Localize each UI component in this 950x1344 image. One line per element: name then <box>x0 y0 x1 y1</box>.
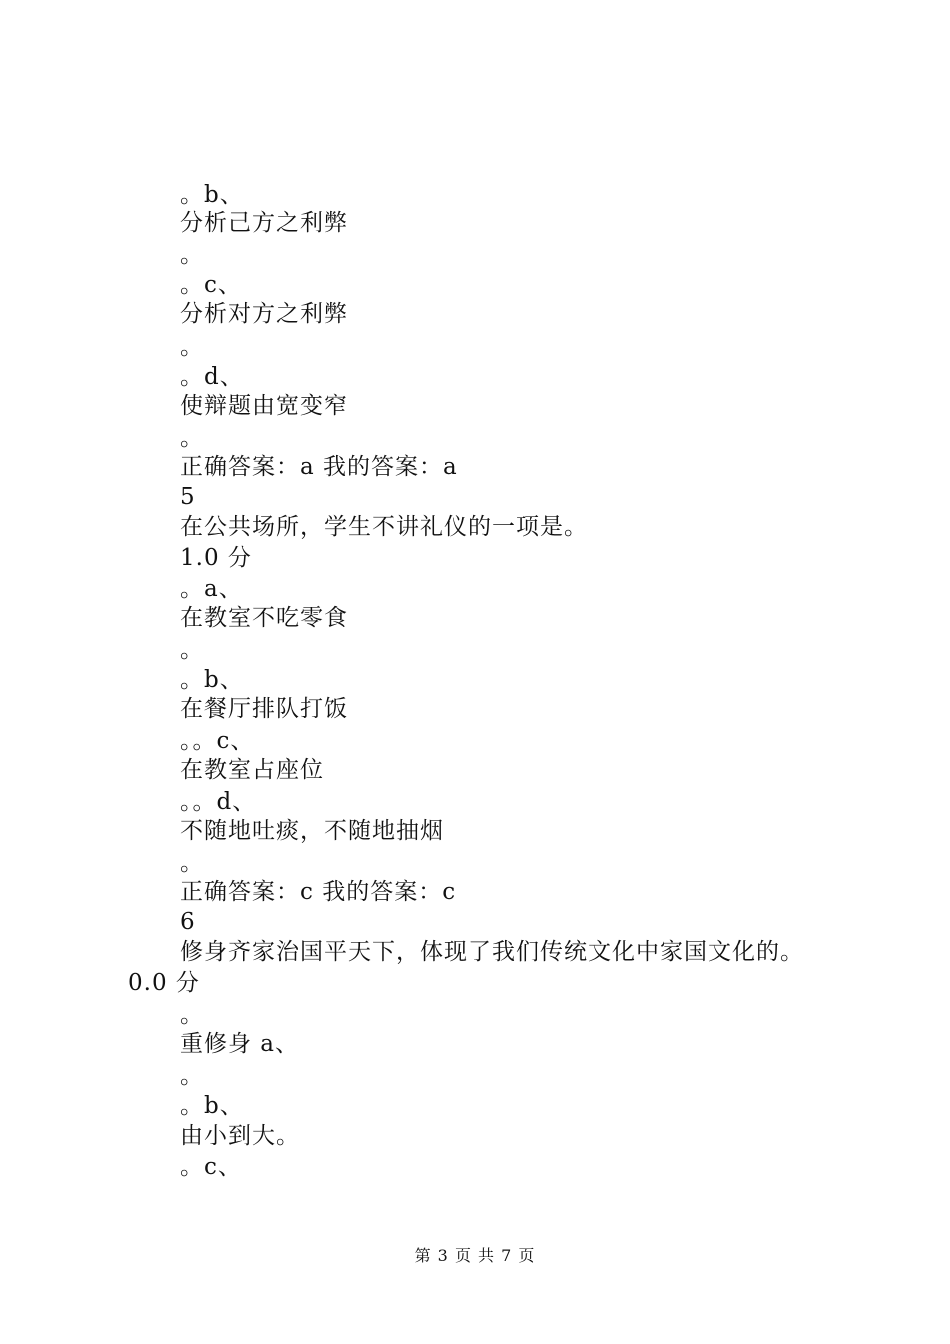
option-end-mark: 。 <box>180 425 204 451</box>
question-text: 修身齐家治国平天下，体现了我们传统文化中家国文化的。 <box>180 939 804 965</box>
question-number: 5 <box>180 484 196 510</box>
option-text: 在教室占座位 <box>180 757 324 783</box>
option-end-mark: 。 <box>180 637 204 663</box>
option-label-c: 。c、 <box>180 1154 242 1180</box>
option-text: 在餐厅排队打饭 <box>180 696 348 722</box>
option-label-c: 。。c、 <box>180 728 255 754</box>
option-text: 由小到大。 <box>180 1123 300 1149</box>
question-score: 1.0 分 <box>180 545 252 571</box>
question-number: 6 <box>180 909 196 935</box>
option-label-d: 。。d、 <box>180 789 257 815</box>
option-label-b: 。b、 <box>180 1093 244 1119</box>
question-score: 0.0 分 <box>128 970 200 996</box>
option-label-b: 。b、 <box>180 667 244 693</box>
option-text: 使辩题由宽变窄 <box>180 393 348 419</box>
option-end-mark: 。 <box>180 1002 204 1028</box>
option-text: 在教室不吃零食 <box>180 605 348 631</box>
option-label-c: 。c、 <box>180 272 242 298</box>
question-text: 在公共场所，学生不讲礼仪的一项是。 <box>180 514 588 540</box>
option-label-d: 。d、 <box>180 364 244 390</box>
option-end-mark: 。 <box>180 334 204 360</box>
answer-line: 正确答案：c 我的答案：c <box>180 879 457 905</box>
page-footer: 第 3 页 共 7 页 <box>414 1246 536 1265</box>
option-label-b: 。b、 <box>180 182 244 208</box>
option-end-mark: 。 <box>180 1063 204 1089</box>
option-end-mark: 。 <box>180 850 204 876</box>
option-label-a: 。a、 <box>180 576 243 602</box>
answer-line: 正确答案：a 我的答案：a <box>180 454 458 480</box>
option-text: 不随地吐痰，不随地抽烟 <box>180 818 444 844</box>
option-text: 分析己方之利弊 <box>180 210 348 236</box>
option-text: 重修身 a、 <box>180 1031 300 1057</box>
option-text: 分析对方之利弊 <box>180 301 348 327</box>
option-end-mark: 。 <box>180 242 204 268</box>
